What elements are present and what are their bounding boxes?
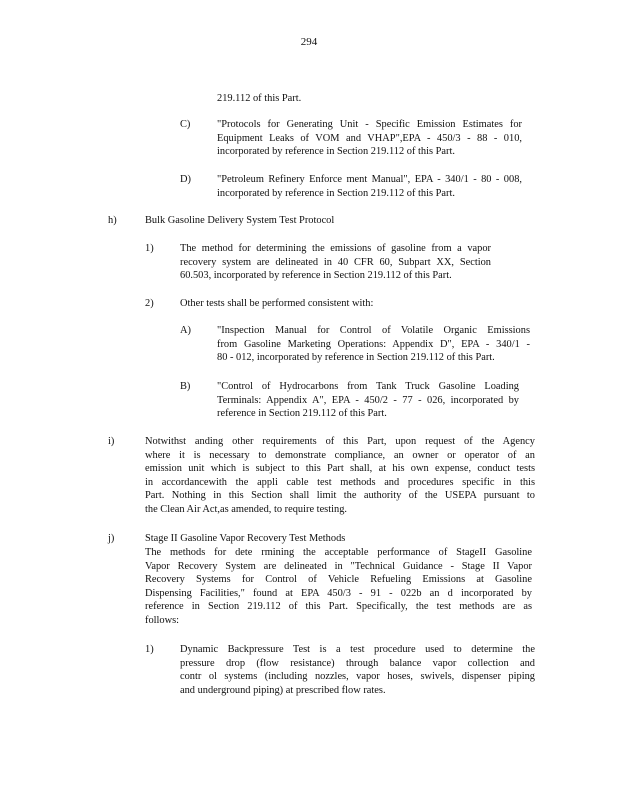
- text-line: in accordancewith the appli cable test methods and procedures specific in this: [145, 476, 535, 488]
- text-line: Part. Nothing in this Section shall limit the authority of the USEPA pursuant to: [145, 490, 535, 502]
- text-line: 60.503, incorporated by reference in Section 219.112 of this Part.: [180, 270, 452, 282]
- section-text: [145, 546, 532, 628]
- item-marker: 1): [145, 644, 154, 655]
- section-marker: i): [108, 436, 115, 447]
- item-marker: 2): [145, 298, 154, 309]
- text-line: follows:: [145, 614, 180, 626]
- text-line: Vapor Recovery System are delineated in "Technical Guidance - Stage II Vapor: [145, 560, 532, 572]
- text-line: where it is necessary to demonstrate compliance, an owner or operator of an: [145, 449, 535, 461]
- subitem-marker: B): [180, 381, 191, 392]
- item-text: Other tests shall be performed consistent with:: [180, 298, 374, 309]
- section-text: [145, 435, 535, 517]
- text-line: Terminals: Appendix A", EPA - 450/2 - 77 - 026, incorporated by: [217, 394, 519, 406]
- subitem-text: [217, 324, 530, 365]
- text-line: "Protocols for Generating Unit - Specific Emission Estimates for: [217, 119, 522, 130]
- text-line: and underground piping) at prescribed flow rates.: [180, 684, 386, 696]
- text-line: "Control of Hydrocarbons from Tank Truck Gasoline Loading: [217, 381, 519, 392]
- item-text: [217, 173, 522, 200]
- text-line: Recovery Systems for Control of Vehicle Refueling Emissions at Gasoline: [145, 574, 532, 586]
- text-line: the Clean Air Act,as amended, to require testing.: [145, 503, 347, 515]
- item-marker: 1): [145, 243, 154, 254]
- subitem-text: [217, 380, 519, 421]
- text-line: recovery system are delineated in 40 CFR 60, Subpart XX, Section: [180, 256, 491, 268]
- text-line: emission unit which is subject to this Part shall, at his own expense, conduct tests: [145, 463, 535, 475]
- text-line: Dispensing Facilities," found at EPA 450/3 - 91 - 022b an d incorporated by: [145, 587, 532, 599]
- text-line: Notwithst anding other requirements of this Part, upon request of the Agency: [145, 436, 535, 447]
- text-line: 80 - 012, incorporated by reference in Section 219.112 of this Part.: [217, 352, 495, 364]
- text-line: The methods for dete rmining the acceptable performance of StageII Gasoline: [145, 547, 532, 558]
- item-marker: C): [180, 119, 191, 130]
- item-text: [180, 242, 491, 283]
- subitem-marker: A): [180, 325, 191, 336]
- section-heading: Stage II Gasoline Vapor Recovery Test Methods: [145, 533, 346, 544]
- text-line: contr ol systems (including nozzles, vapor hoses, swivels, dispenser piping: [180, 671, 535, 683]
- page-number: 294: [300, 36, 318, 48]
- text-line: reference in Section 219.112 of this Part.: [217, 408, 387, 420]
- text-line: incorporated by reference in Section 219.112 of this Part.: [217, 146, 455, 158]
- text-line: Equipment Leaks of VOM and VHAP",EPA - 450/3 - 88 - 010,: [217, 132, 522, 144]
- g-b-continuation: 219.112 of this Part.: [217, 93, 302, 104]
- text-line: "Inspection Manual for Control of Volatile Organic Emissions: [217, 325, 530, 336]
- text-line: The method for determining the emissions of gasoline from a vapor: [180, 243, 491, 254]
- text-line: incorporated by reference in Section 219.112 of this Part.: [217, 187, 455, 199]
- text-line: Dynamic Backpressure Test is a test procedure used to determine the: [180, 644, 535, 655]
- text-line: "Petroleum Refinery Enforce ment Manual", EPA - 340/1 - 80 - 008,: [217, 174, 522, 185]
- text-line: from Gasoline Marketing Operations: Appendix D", EPA - 340/1 -: [217, 338, 530, 350]
- section-marker: j): [108, 533, 115, 544]
- text-line: reference in Section 219.112 of this Part. Specifically, the test methods are as: [145, 601, 532, 613]
- text-line: pressure drop (flow resistance) through balance vapor collection and: [180, 657, 535, 669]
- item-text: [217, 118, 522, 159]
- section-heading: Bulk Gasoline Delivery System Test Protocol: [145, 215, 335, 226]
- item-marker: D): [180, 174, 191, 185]
- section-marker: h): [108, 215, 117, 226]
- item-text: [180, 643, 535, 697]
